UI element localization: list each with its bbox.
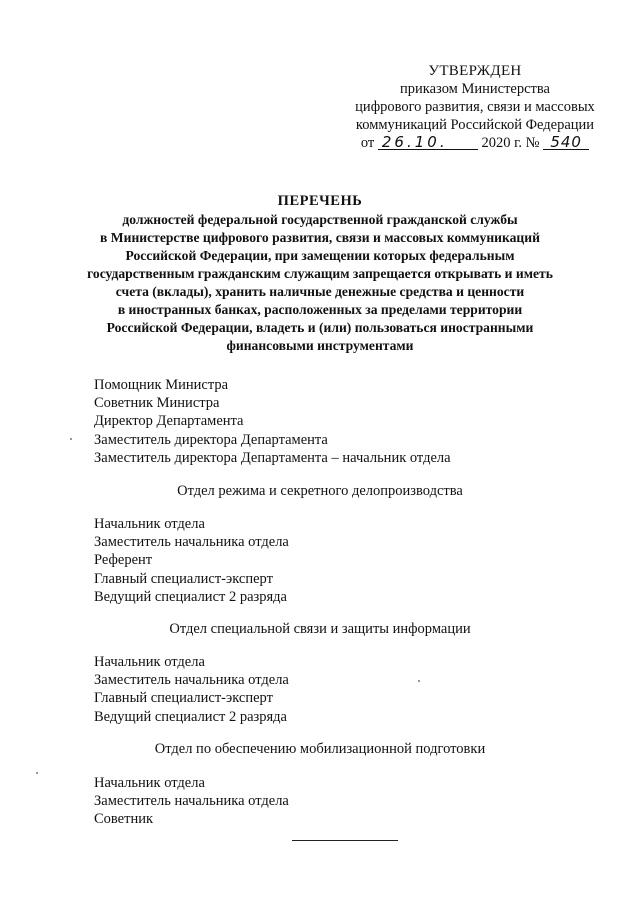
scan-speck bbox=[418, 680, 420, 682]
section-positions-list bbox=[94, 515, 289, 606]
list-item: Начальник отдела bbox=[94, 516, 205, 532]
list-item: Референт bbox=[94, 552, 153, 569]
document-title-block bbox=[40, 192, 600, 355]
document-title: ПЕРЕЧЕНЬ bbox=[277, 193, 363, 209]
approval-block bbox=[330, 62, 620, 152]
title-line: счета (вклады), хранить наличные денежные средства и ценности bbox=[115, 284, 525, 299]
list-item: Начальник отдела bbox=[94, 654, 205, 670]
list-item: Директор Департамента bbox=[94, 413, 244, 430]
handwritten-order-number: 540 bbox=[543, 135, 589, 150]
section-heading: Отдел специальной связи и защиты информации bbox=[169, 621, 471, 637]
general-positions-list bbox=[94, 376, 451, 467]
year-text: 2020 г. № bbox=[481, 135, 540, 151]
list-item: Помощник Министра bbox=[94, 377, 229, 393]
list-item: Заместитель директора Департамента bbox=[94, 431, 328, 448]
handwritten-date: 26.10. bbox=[378, 135, 478, 150]
list-item: Начальник отдела bbox=[94, 775, 205, 791]
list-item: Заместитель директора Департамента – начальник отдела bbox=[94, 449, 451, 466]
list-item: Советник bbox=[94, 811, 154, 828]
approval-line-1: приказом Министерства bbox=[400, 81, 550, 97]
title-line: в иностранных банках, расположенных за пределами территории bbox=[117, 302, 523, 317]
section-heading: Отдел режима и секретного делопроизводства bbox=[177, 483, 463, 499]
scan-speck bbox=[36, 772, 38, 774]
approval-line-2: цифрового развития, связи и массовых bbox=[355, 99, 595, 115]
list-item: Заместитель начальника отдела bbox=[94, 793, 289, 810]
title-line: Российской Федерации, при замещении которых федеральным bbox=[125, 248, 515, 263]
end-of-list-rule bbox=[292, 840, 398, 841]
title-line: финансовыми инструментами bbox=[226, 338, 414, 353]
title-line: Российской Федерации, владеть и (или) пользоваться иностранными bbox=[106, 320, 534, 335]
title-line: государственным гражданским служащим запрещается открывать и иметь bbox=[87, 266, 553, 281]
section-positions-list bbox=[94, 774, 289, 829]
title-line: должностей федеральной государственной гражданской службы bbox=[122, 212, 518, 227]
list-item: Заместитель начальника отдела bbox=[94, 534, 289, 551]
list-item: Главный специалист-эксперт bbox=[94, 570, 273, 587]
section-positions-list bbox=[94, 653, 289, 726]
scan-speck bbox=[70, 438, 72, 440]
date-prefix: от bbox=[360, 135, 375, 151]
approval-heading: УТВЕРЖДЕН bbox=[428, 63, 522, 79]
approval-date-line bbox=[330, 134, 620, 152]
list-item: Главный специалист-эксперт bbox=[94, 690, 273, 707]
list-item: Ведущий специалист 2 разряда bbox=[94, 588, 287, 605]
approval-line-3: коммуникаций Российской Федерации bbox=[355, 117, 595, 133]
list-item: Заместитель начальника отдела bbox=[94, 672, 289, 689]
list-item: Советник Министра bbox=[94, 395, 220, 412]
title-line: в Министерстве цифрового развития, связи и массовых коммуникаций bbox=[100, 230, 540, 245]
section-heading: Отдел по обеспечению мобилизационной подготовки bbox=[154, 741, 486, 757]
list-item: Ведущий специалист 2 разряда bbox=[94, 708, 287, 725]
